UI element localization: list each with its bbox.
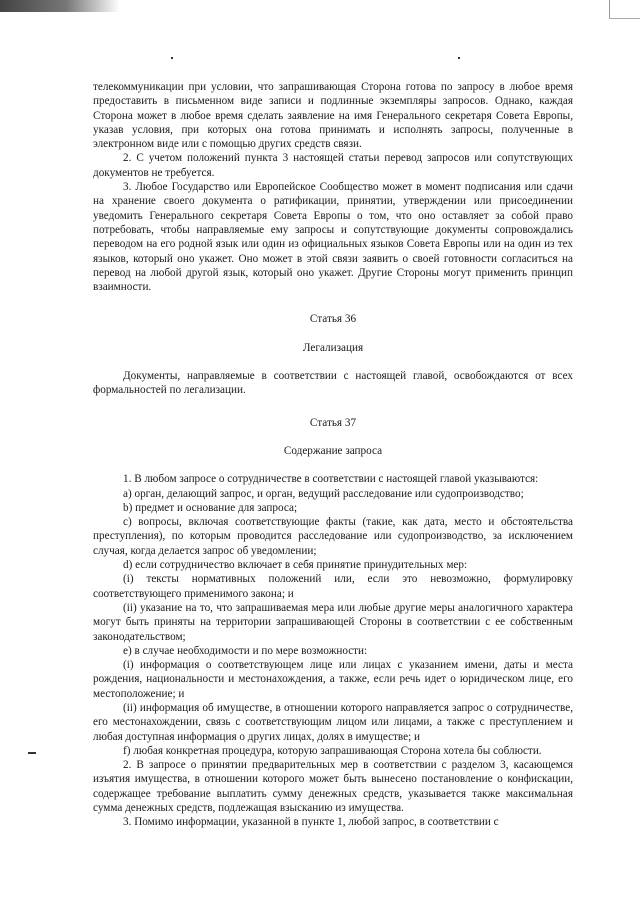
scan-dot: [458, 57, 460, 59]
article-37-subtitle: Содержание запроса: [283, 444, 383, 457]
document-page: [93, 80, 573, 830]
clause: 3. Помимо информации, указанной в пункте 1, любой запрос, в соответствии с: [123, 816, 499, 829]
clause: f) любая конкретная процедура, которую запрашивающая Сторона хотела бы соблюсти.: [123, 744, 542, 757]
margin-mark: [28, 752, 36, 754]
paragraph: телекоммуникации при условии, что запрашивающая Сторона готова по запросу в любое время предоставить в письменном виде записи и подлинные экземпляры запросов. Однако, каждая Сторона может в любое время сделать заявление на имя Генерального секретаря Совета Европы, указав условия, при которых она готова принимать и исполнять запросы, полученные в электронном виде или с помощью других средств связи.: [93, 81, 573, 151]
article-36-title: Статья 36: [309, 313, 357, 326]
clause: 2. В запросе о принятии предварительных мер в соответствии с разделом 3, касающемся изъятия имущества, в отношении которого может быть вынесено постановление о конфискации, содержащее требование выплатить сумму денежных средств, указывается также максимальная сумма денежных средств, подлежащая взысканию из имущества.: [93, 759, 573, 815]
paragraph: 2. С учетом положений пункта 3 настоящей статьи перевод запросов или сопутствующих документов не требуется.: [93, 152, 573, 179]
article-37-title: Статья 37: [309, 416, 357, 429]
clause: d) если сотрудничество включает в себя принятие принудительных мер:: [123, 559, 468, 572]
scan-dot: [171, 57, 173, 59]
scan-corner-artifact: [609, 0, 640, 19]
clause: (ii) информация об имуществе, в отношении которого направляется запрос о сотрудничестве, его местонахождении, связь с соответствующим лицом или лицами, а также с преступлением и любая доступная информация о других лицах, долях в имуществе; и: [93, 701, 573, 743]
scan-edge-artifact: [0, 0, 120, 12]
clause: а) орган, делающий запрос, и орган, ведущий расследование или судопроизводство;: [123, 487, 524, 500]
article-36-text: Документы, направляемые в соответствии с настоящей главой, освобождаются от всех формальностей по легализации.: [93, 370, 573, 397]
clause: (i) информация о соответствующем лице или лицах с указанием имени, даты и места рождения, национальности и местонахождения, а также, если речь идет о юридическом лице, его местоположение; и: [93, 659, 573, 700]
clause: c) вопросы, включая соответствующие факты (такие, как дата, место и обстоятельства преступления), по которым проводится расследование или судопроизводство, за исключением случая, когда делается запрос об уведомлении;: [93, 516, 573, 557]
clause: (ii) указание на то, что запрашиваемая мера или любые другие меры аналогичного характера могут быть приняты на территории запрашивающей Стороны в соответствии с ее собственным законодательством;: [93, 601, 573, 643]
clause: b) предмет и основание для запроса;: [123, 501, 298, 514]
clause: 1. В любом запросе о сотрудничестве в соответствии с настоящей главой указываются:: [123, 473, 539, 486]
paragraph: 3. Любое Государство или Европейское Сообщество может в момент подписания или сдачи на хранение своего документа о ратификации, принятии, утверждении или присоединении уведомить Генерального секретаря Совета Европы о том, что оно оставляет за собой право потребовать, чтобы направляемые ему запросы и сопутствующие документы сопровождались переводом на его родной язык или один из официальных языков Совета Европы или на один из тех языков, который оно укажет. Оно может в этой связи заявить о своей готовности согласиться на перевод на любой другой язык, который оно укажет. Другие Стороны могут применить принцип взаимности.: [93, 181, 573, 294]
clause: е) в случае необходимости и по мере возможности:: [123, 644, 368, 657]
article-36-subtitle: Легализация: [302, 341, 364, 354]
clause: (i) тексты нормативных положений или, если это невозможно, формулировку соответствующего применимого закона; и: [93, 573, 573, 600]
